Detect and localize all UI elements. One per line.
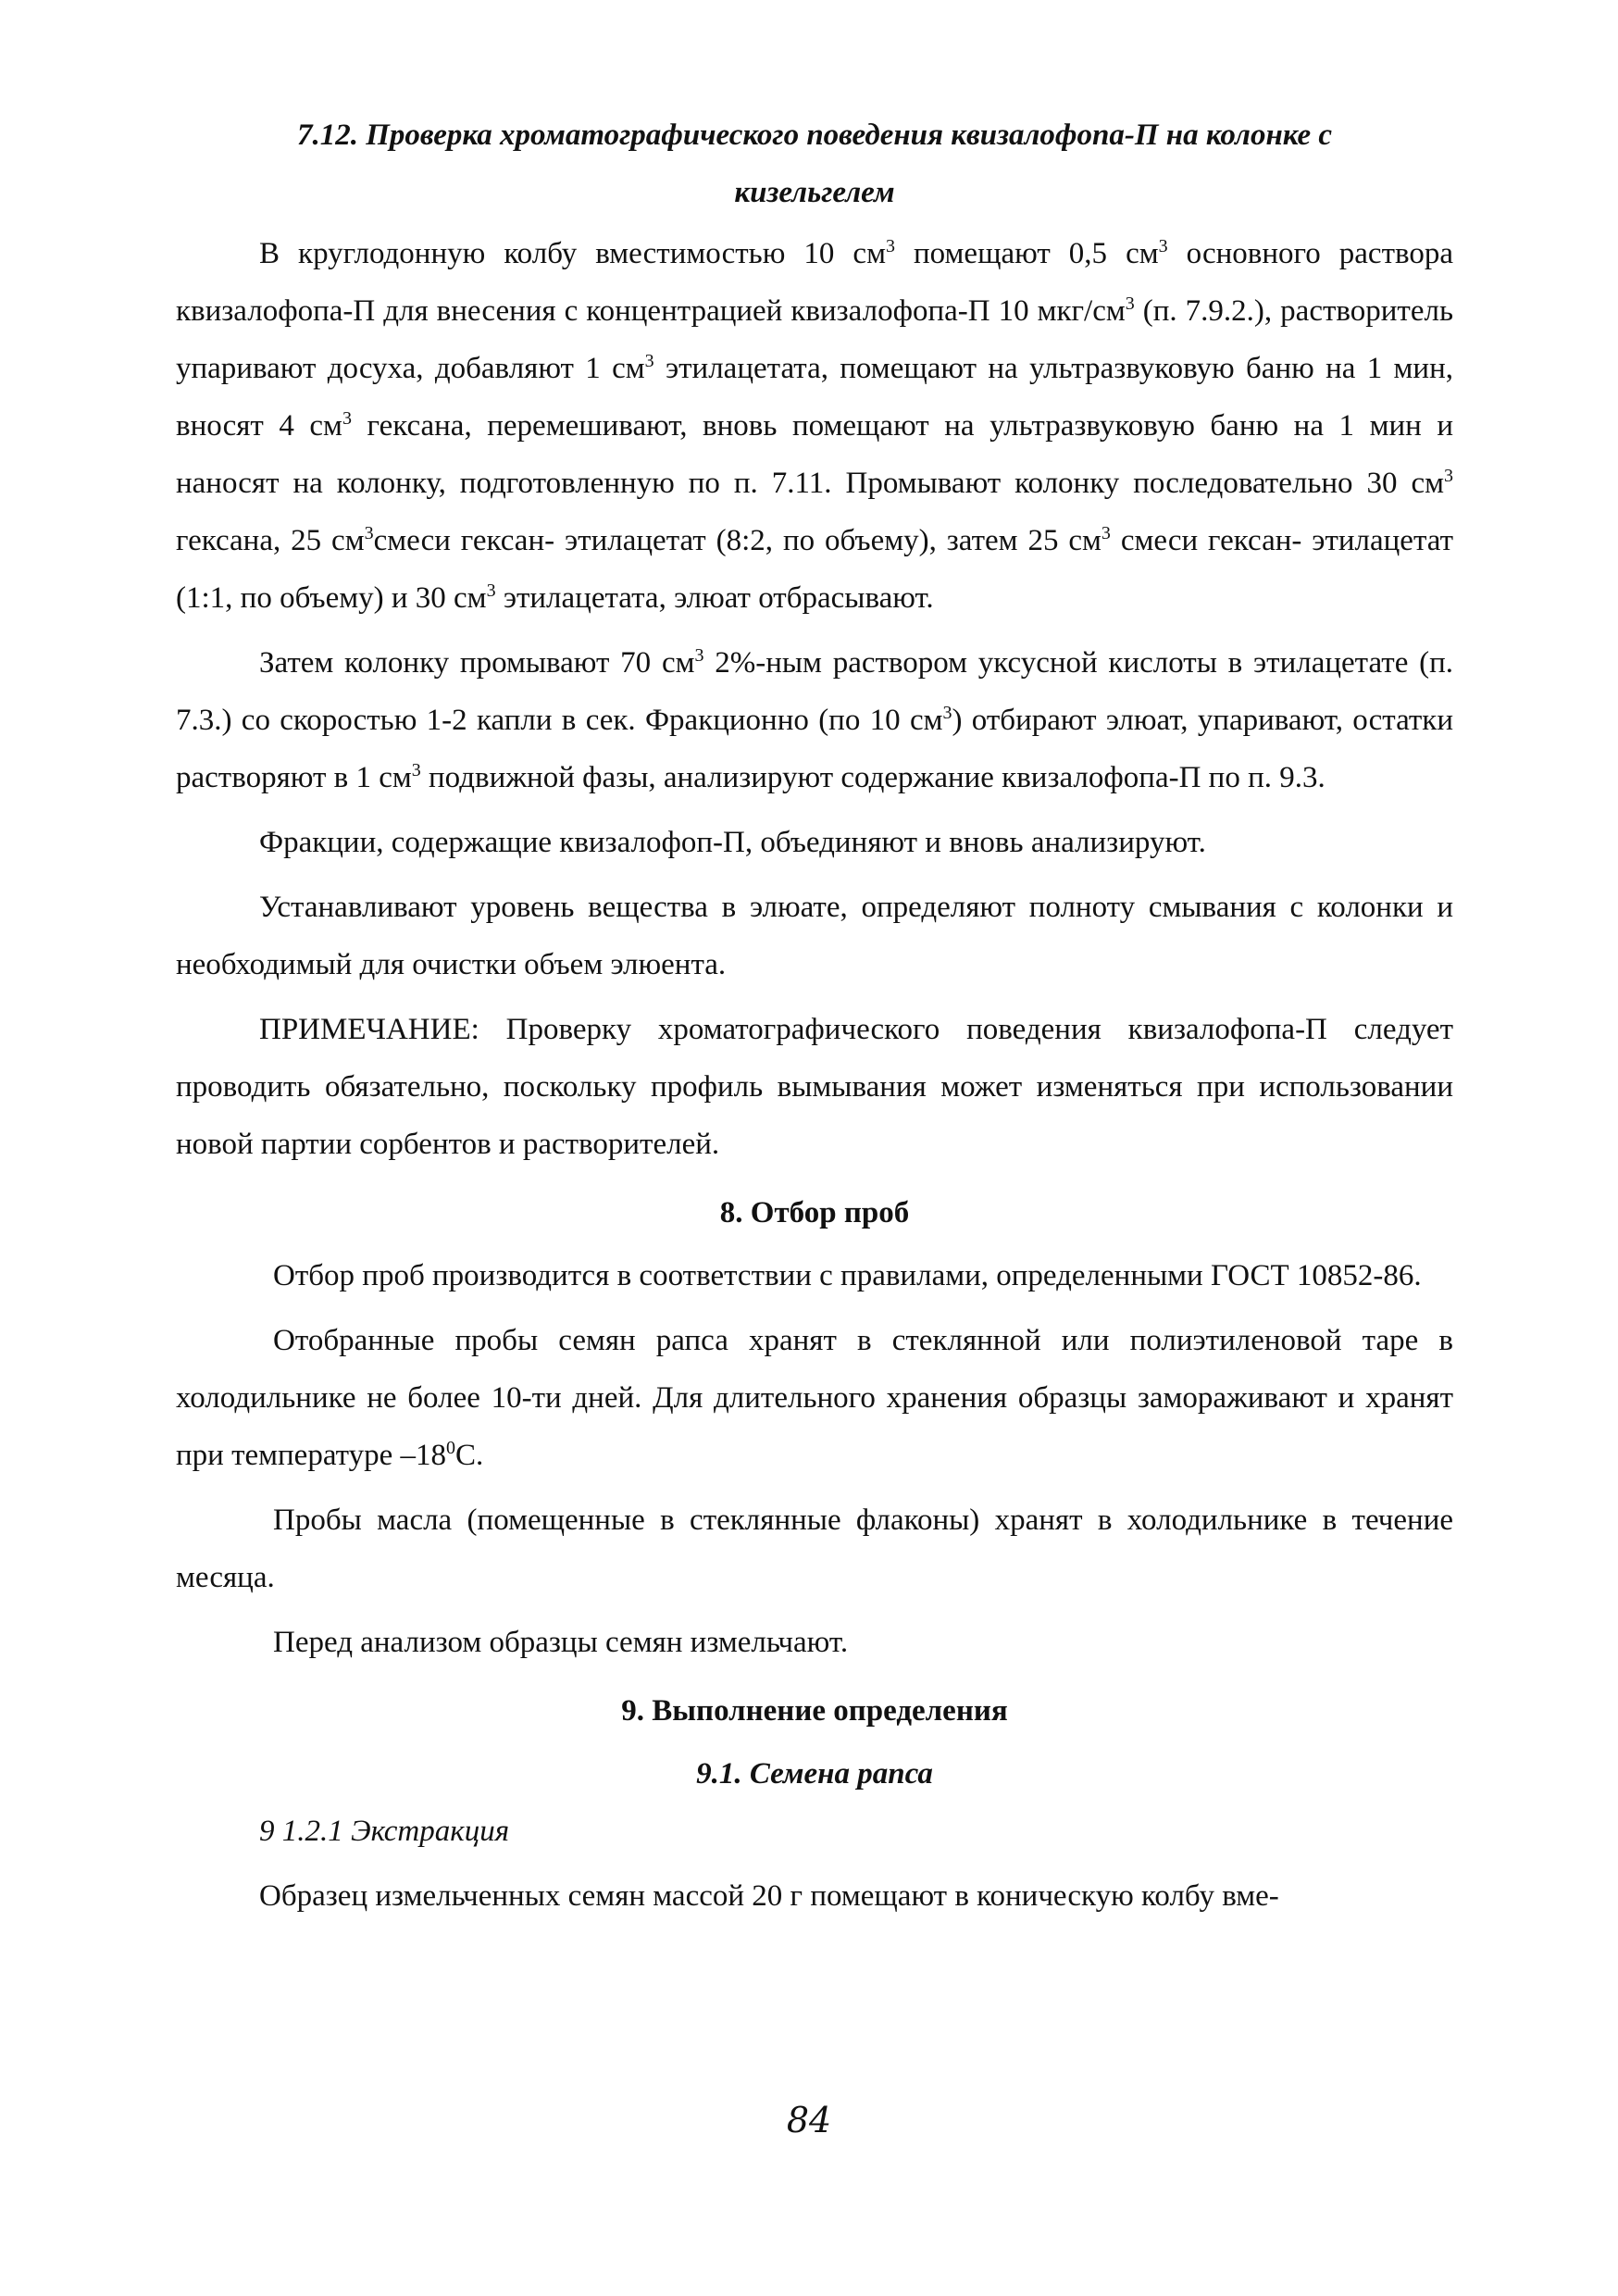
- superscript: 3: [1125, 293, 1135, 314]
- text-run: гексана, перемешивают, вновь помещают на ультразвуковую баню на 1 мин и наносят на колонку, подготовленную по п. 7.11. Промывают колонку последовательно 30 см: [176, 409, 1453, 500]
- section-7-12-paragraph-4: Устанавливают уровень вещества в элюате, определяют полноту смывания с колонки и необходимый для очистки объем элюента.: [176, 891, 1453, 981]
- section-7-12-paragraph-3: Фракции, содержащие квизалофоп-П, объединяют и вновь анализируют.: [259, 826, 1206, 859]
- superscript: 3: [885, 236, 895, 256]
- text-run: смеси гексан- этилацетат (1:1, по объему) и 30 см: [176, 524, 1453, 615]
- section-9-1-subheading: 9.1. Семена рапса: [696, 1757, 933, 1791]
- superscript: 3: [1444, 466, 1453, 486]
- section-7-12-note: ПРИМЕЧАНИЕ: Проверку хроматографического поведения квизалофопа-П следует проводить обязательно, поскольку профиль вымывания может изменяться при использовании новой партии сорбентов и растворителей.: [176, 1013, 1453, 1161]
- section-8-paragraph-1: Отбор проб производится в соответствии с правилами, определенными ГОСТ 10852-86.: [273, 1259, 1422, 1292]
- superscript: 3: [1101, 523, 1111, 543]
- section-7-12-paragraph-1: [176, 225, 1453, 627]
- section-8-heading: 8. Отбор проб: [719, 1196, 910, 1229]
- text-run: ) отбирают элюат, упаривают, остатки растворяют в 1 см: [176, 704, 1453, 794]
- superscript: 3: [1158, 236, 1168, 256]
- text-run: В круглодонную колбу вместимостью 10 см: [259, 237, 886, 270]
- section-7-12-title-line2: кизельгелем: [734, 176, 895, 209]
- superscript: 3: [486, 580, 496, 601]
- page-number: 84: [786, 2100, 832, 2140]
- section-9-1-2-1-subheading: 9 1.2.1 Экстракция: [259, 1815, 510, 1848]
- text-run: (п. 7.9.2.), растворитель упаривают досуха, добавляют 1 см: [176, 294, 1453, 385]
- superscript: 3: [942, 703, 952, 723]
- section-9-paragraph-1: Образец измельченных семян массой 20 г помещают в коническую колбу вме-: [259, 1879, 1279, 1913]
- page-content: [176, 106, 1453, 1932]
- superscript: 0: [446, 1438, 456, 1458]
- section-8-paragraph-4: Перед анализом образцы семян измельчают.: [273, 1626, 849, 1659]
- text-run: подвижной фазы, анализируют содержание квизалофопа-П по п. 9.3.: [420, 761, 1326, 794]
- superscript: 3: [364, 523, 374, 543]
- text-run: Отобранные пробы семян рапса хранят в стеклянной или полиэтиленовой таре в холодильнике не более 10-ти дней. Для длительного хранения образцы замораживают и хранят при температуре –18: [176, 1324, 1453, 1472]
- section-7-12-title-line1: 7.12. Проверка хроматографического поведения квизалофопа-П на колонке с: [296, 119, 1333, 152]
- text-run: этилацетата, помещают на ультразвуковую баню на 1 мин, вносят 4 см: [176, 352, 1453, 443]
- superscript: 3: [411, 760, 421, 780]
- section-7-12-paragraph-2: [176, 634, 1453, 806]
- text-run: С.: [455, 1439, 484, 1472]
- section-8-paragraph-3: Пробы масла (помещенные в стеклянные флаконы) хранят в холодильнике в течение месяца.: [176, 1504, 1453, 1594]
- superscript: 3: [342, 408, 352, 429]
- section-7-12-title: [176, 106, 1453, 221]
- text-run: этилацетата, элюат отбрасывают.: [495, 581, 934, 615]
- superscript: 3: [644, 351, 654, 371]
- text-run: основного раствора квизалофопа-П для внесения с концентрацией квизалофопа-П 10 мкг/см: [176, 237, 1453, 328]
- text-run: смеси гексан- этилацетат (8:2, по объему), затем 25 см: [373, 524, 1101, 557]
- section-8-paragraph-2: [176, 1312, 1453, 1484]
- text-run: 2%-ным раствором уксусной кислоты в этилацетате (п. 7.3.) со скоростью 1-2 капли в сек. Фракционно (по 10 см: [176, 646, 1453, 737]
- text-run: Затем колонку промывают 70 см: [259, 646, 695, 680]
- section-9-heading: 9. Выполнение определения: [621, 1694, 1008, 1728]
- text-run: гексана, 25 см: [176, 524, 365, 557]
- superscript: 3: [694, 645, 704, 666]
- text-run: помещают 0,5 см: [894, 237, 1159, 270]
